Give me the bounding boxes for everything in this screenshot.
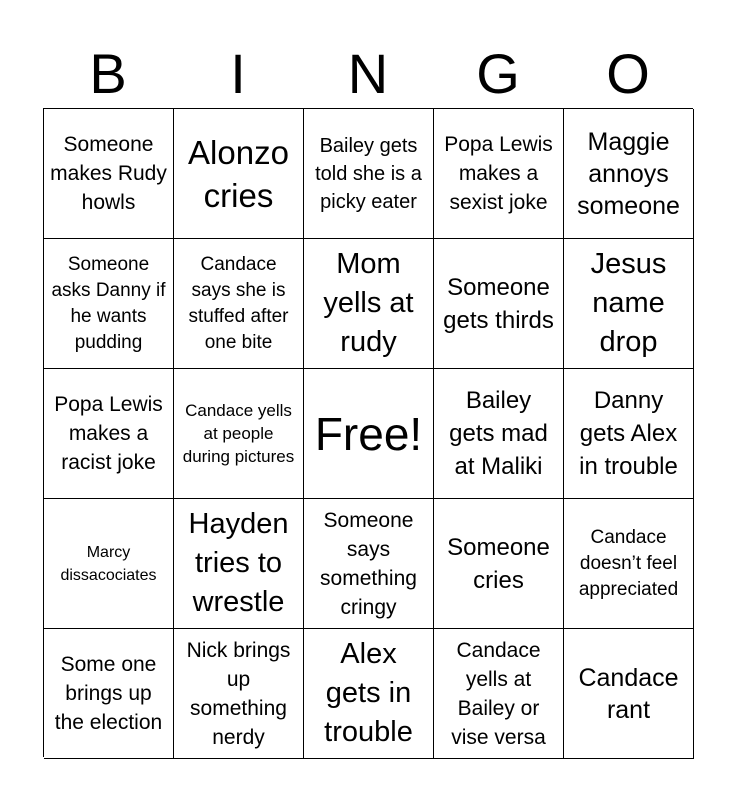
cell-text: Popa Lewis makes a sexist joke — [444, 133, 553, 214]
header-letter-b: B — [89, 42, 127, 105]
bingo-cell[interactable] — [44, 369, 174, 499]
cell-text: Bailey gets told she is a picky eater — [315, 134, 422, 213]
cell-text: Candace yells at Bailey or vise versa — [451, 638, 546, 749]
bingo-cell[interactable] — [434, 239, 564, 369]
cell-text: Someone makes Rudy howls — [50, 133, 167, 214]
bingo-board — [43, 108, 693, 757]
cell-text: Mom yells at rudy — [323, 248, 414, 358]
bingo-cell[interactable] — [434, 369, 564, 499]
bingo-cell[interactable] — [174, 499, 304, 629]
bingo-cell[interactable] — [304, 629, 434, 759]
bingo-cell[interactable] — [44, 629, 174, 759]
header-letter-n: N — [347, 42, 389, 105]
bingo-cell[interactable] — [174, 369, 304, 499]
cell-text: Someone cries — [447, 533, 550, 594]
cell-text: Alonzo cries — [188, 133, 289, 214]
cell-text: Maggie annoys someone — [577, 127, 680, 220]
cell-text: Candace says she is stuffed after one bite — [188, 253, 289, 353]
cell-text: Marcy dissacociates — [60, 543, 157, 584]
bingo-cell[interactable] — [434, 109, 564, 239]
header-letter-i: I — [230, 42, 246, 105]
bingo-cell[interactable] — [44, 239, 174, 369]
cell-text: Popa Lewis makes a racist joke — [54, 393, 163, 474]
bingo-cell[interactable] — [564, 629, 694, 759]
bingo-cell[interactable] — [564, 499, 694, 629]
cell-text: Alex gets in trouble — [324, 638, 413, 748]
cell-text: Some one brings up the election — [54, 653, 163, 734]
bingo-header — [43, 40, 693, 108]
bingo-cell[interactable] — [564, 239, 694, 369]
cell-text: Someone asks Danny if he wants pudding — [51, 253, 166, 353]
bingo-cell[interactable] — [174, 109, 304, 239]
bingo-cell[interactable] — [44, 109, 174, 239]
cell-text: Candace doesn’t feel appreciated — [578, 526, 679, 600]
bingo-cell[interactable] — [564, 369, 694, 499]
header-letter-o: O — [606, 42, 650, 105]
cell-text: Danny gets Alex in trouble — [579, 387, 678, 480]
cell-text: Jesus name drop — [590, 248, 667, 358]
free-space-text: Free! — [314, 407, 423, 460]
bingo-cell[interactable] — [304, 239, 434, 369]
cell-text: Bailey gets mad at Maliki — [449, 387, 548, 480]
bingo-cell[interactable] — [564, 109, 694, 239]
bingo-cell[interactable] — [434, 499, 564, 629]
bingo-cell[interactable] — [304, 109, 434, 239]
header-letter-g: G — [476, 42, 520, 105]
free-space[interactable] — [304, 369, 434, 499]
bingo-cell[interactable] — [174, 629, 304, 759]
cell-text: Hayden tries to wrestle — [188, 508, 289, 618]
cell-text: Someone says something cringy — [320, 508, 417, 619]
bingo-cell[interactable] — [434, 629, 564, 759]
bingo-cell[interactable] — [44, 499, 174, 629]
cell-text: Someone gets thirds — [443, 273, 554, 334]
cell-text: Candace rant — [578, 663, 679, 724]
cell-text: Nick brings up something nerdy — [186, 638, 291, 749]
cell-text: Candace yells at people during pictures — [182, 401, 295, 466]
bingo-cell[interactable] — [174, 239, 304, 369]
bingo-cell[interactable] — [304, 499, 434, 629]
